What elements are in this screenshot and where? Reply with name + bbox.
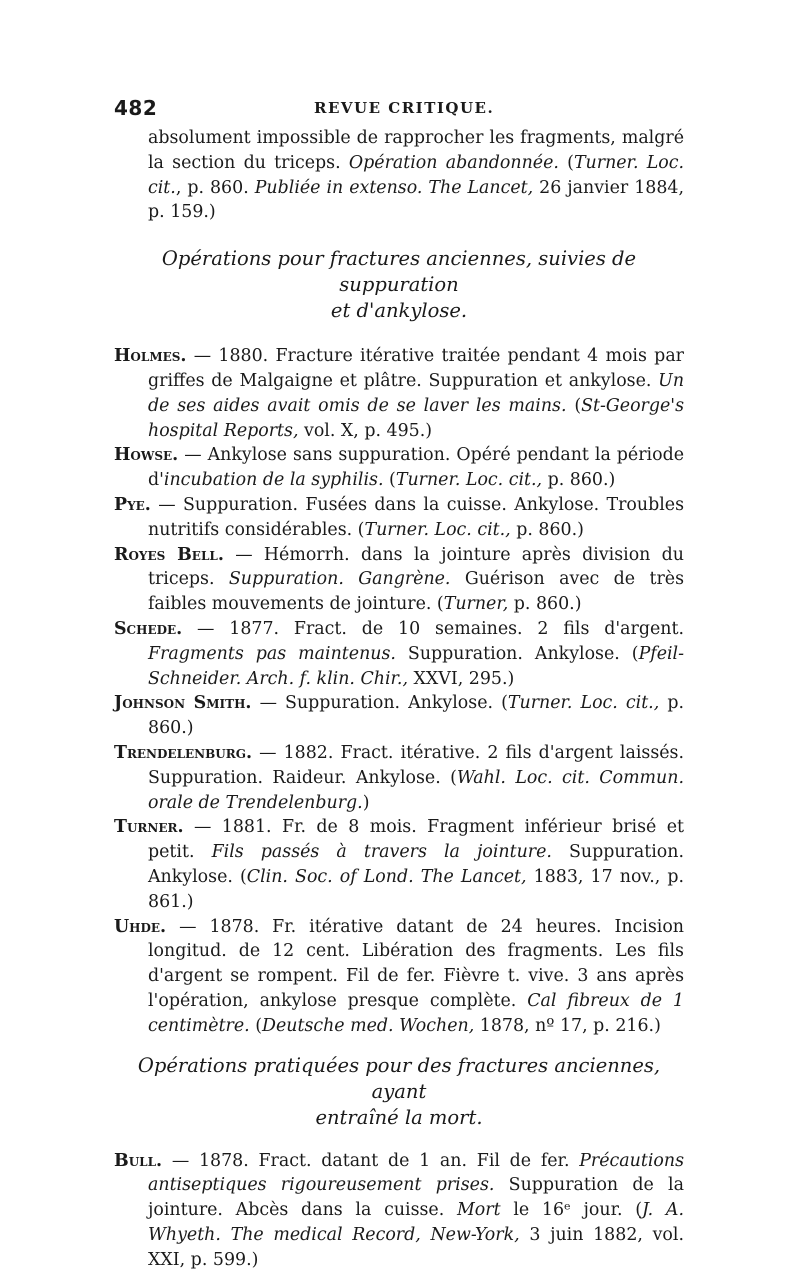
entry-name: Pye. — [114, 495, 151, 515]
entry-name: Trendelenburg. — [114, 743, 252, 763]
entry: Bull. — 1878. Fract. datant de 1 an. Fil de fer. Précautions antiseptiques rigoureusement prises. Suppuration de la jointure. Abcès dans la cuisse. Mort le 16ᵉ jour. (J. A. Whyeth. The medical Record, New-York, 3 juin 1882, vol. XXI, p. 599.) — [114, 1149, 684, 1272]
continuation-text: absolument impossible de rapprocher les fragments, malgré la section du triceps. — [148, 128, 684, 173]
entry: Pye. — Suppuration. Fusées dans la cuisse. Ankylose. Troubles nutritifs considérables. (Turner. Loc. cit., p. 860.) — [114, 493, 684, 543]
entry: Turner. — 1881. Fr. de 8 mois. Fragment inférieur brisé et petit. Fils passés à travers la jointure. Suppuration. Ankylose. (Clin. Soc. of Lond. The Lancet, 1883, 17 nov., p. 861.) — [114, 815, 684, 914]
entry: Uhde. — 1878. Fr. itérative datant de 24 heures. Incision longitud. de 12 cent. Libération des fragments. Les fils d'argent se rompent. Fil de fer. Fièvre t. vive. 3 ans après l'opération, ankylose presque complète. Cal fibreux de 1 centimètre. (Deutsche med. Wochen, 1878, nº 17, p. 216.) — [114, 915, 684, 1039]
body-text — [114, 126, 684, 1272]
entry-name: Bull. — [114, 1151, 162, 1171]
entries-list — [114, 1149, 684, 1272]
entry-name: Uhde. — [114, 917, 166, 937]
continuation-italic: Opération abandonnée. — [349, 153, 559, 173]
entry-name: Johnson Smith. — [114, 693, 251, 713]
entry-name: Howse. — [114, 445, 178, 465]
continuation-paragraph: absolument impossible de rapprocher les fragments, malgré la section du triceps. Opération abandonnée. (Turner. Loc. cit., p. 860. Publiée in extenso. The Lancet, 26 janvier 1884, p. 159.) — [114, 126, 684, 225]
entry: Trendelenburg. — 1882. Fract. itérative. 2 fils d'argent laissés. Suppuration. Raideur. Ankylose. (Wahl. Loc. cit. Commun. orale de Trendelenburg.) — [114, 741, 684, 815]
entry: Royes Bell. — Hémorrh. dans la jointure après division du triceps. Suppuration. Gangrène. Guérison avec de très faibles mouvements de jointure. (Turner, p. 860.) — [114, 543, 684, 617]
section-title: Opérations pratiquées pour des fractures anciennes, ayant entraîné la mort. — [114, 1053, 684, 1131]
page-number: 482 — [114, 96, 157, 120]
entry: Holmes. — 1880. Fracture itérative traitée pendant 4 mois par griffes de Malgaigne et plâtre. Suppuration et ankylose. Un de ses aides avait omis de se laver les mains. (St-George's hospital Reports, vol. X, p. 495.) — [114, 344, 684, 443]
section-title: Opérations pour fractures anciennes, suivies de suppuration et d'ankylose. — [114, 246, 684, 324]
running-head: REVUE CRITIQUE. — [314, 99, 494, 117]
entries-list — [114, 344, 684, 1038]
page-header — [114, 96, 674, 120]
entry: Schede. — 1877. Fract. de 10 semaines. 2 fils d'argent. Fragments pas maintenus. Suppuration. Ankylose. (Pfeil-Schneider. Arch. f. klin. Chir., XXVI, 295.) — [114, 617, 684, 691]
entry-name: Holmes. — [114, 346, 186, 366]
entry-name: Schede. — [114, 619, 182, 639]
entry: Johnson Smith. — Suppuration. Ankylose. (Turner. Loc. cit., p. 860.) — [114, 691, 684, 741]
entry: Howse. — Ankylose sans suppuration. Opéré pendant la période d'incubation de la syphilis. (Turner. Loc. cit., p. 860.) — [114, 443, 684, 493]
entry-name: Royes Bell. — [114, 545, 224, 565]
entry-name: Turner. — [114, 817, 184, 837]
